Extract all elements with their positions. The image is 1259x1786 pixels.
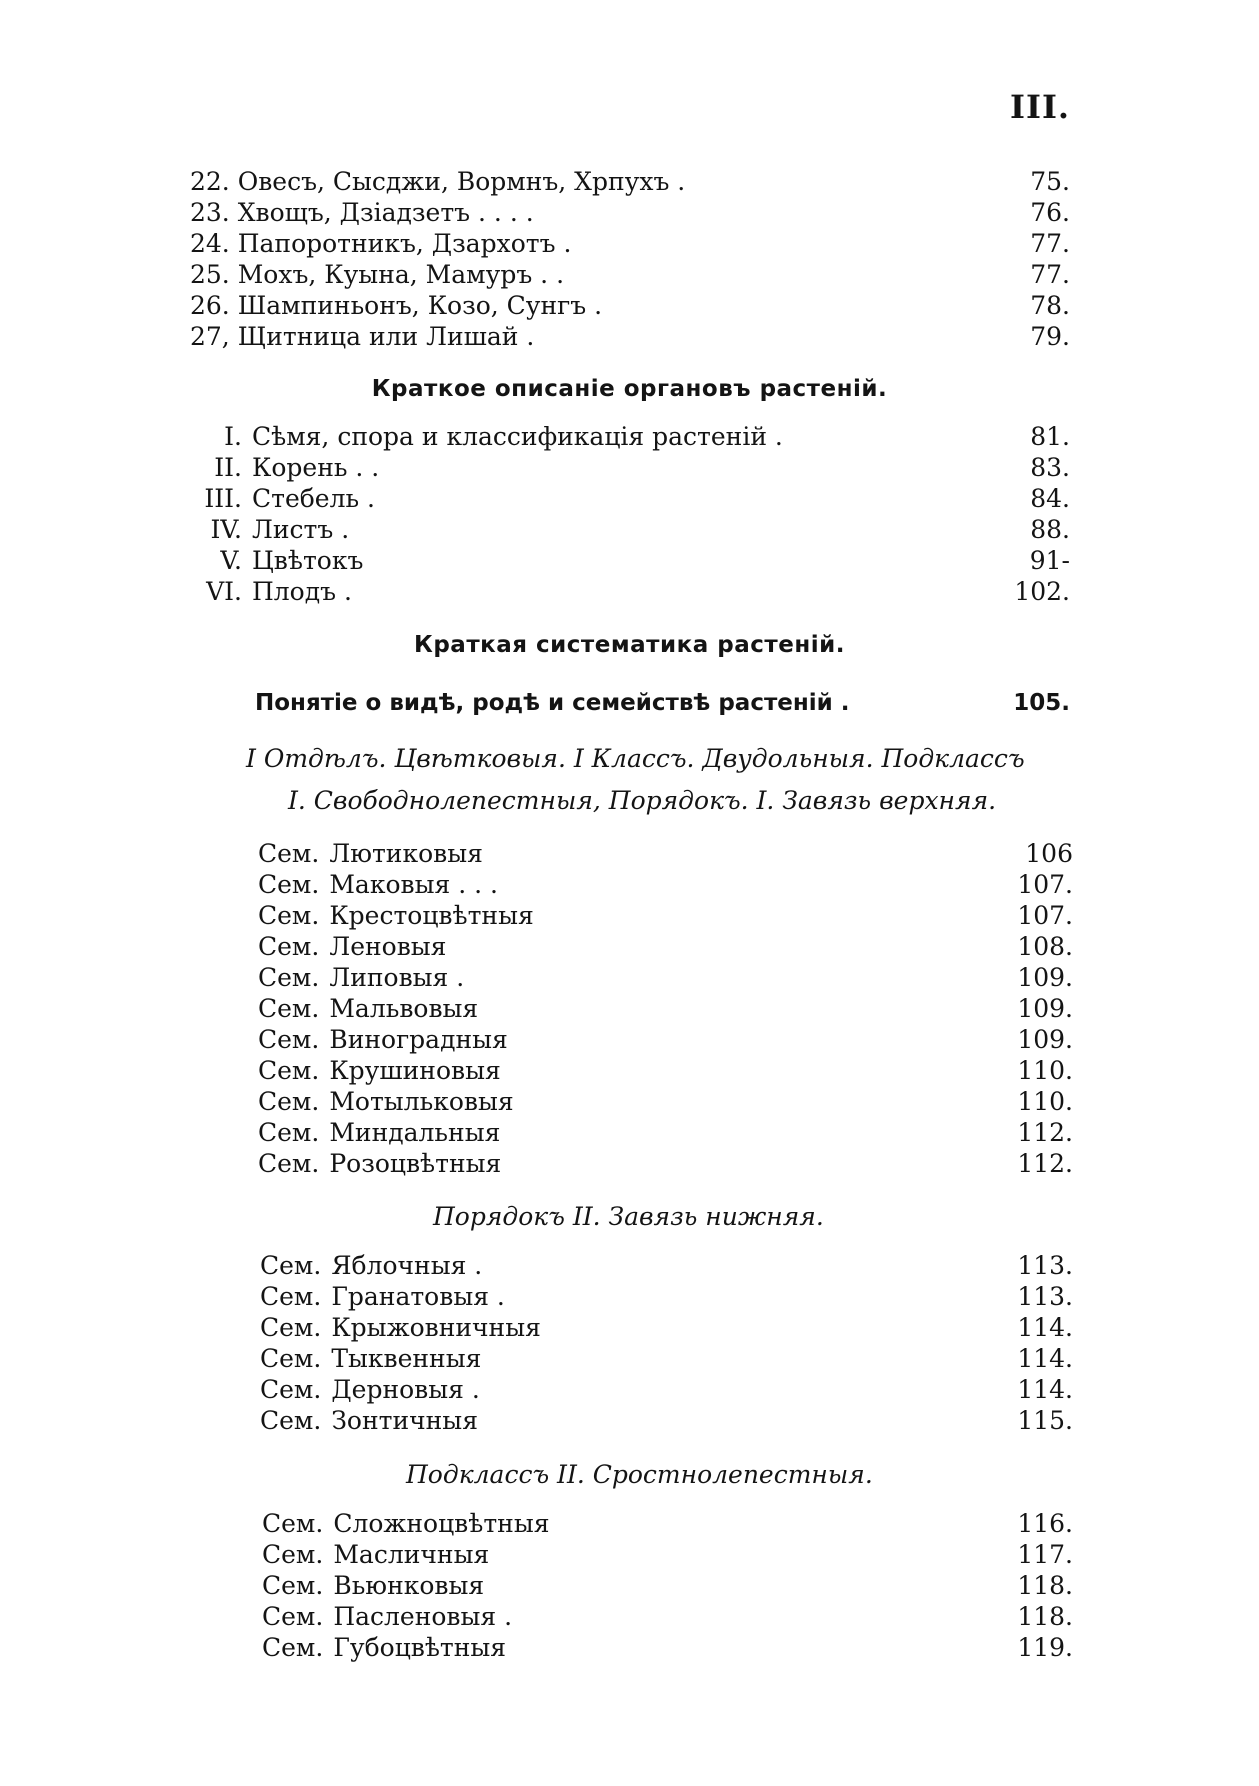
toc-entry (190, 290, 1070, 321)
toc-entry-page: 75. (1030, 167, 1070, 196)
toc-entry-label: Стебель . (252, 484, 375, 513)
family-page: 115. (1017, 1406, 1073, 1435)
toc-entry-label: 25. Мохъ, Куына, Мамуръ . . (190, 260, 565, 289)
family-page: 110. (1017, 1087, 1073, 1116)
roman-numeral: I. (224, 422, 242, 451)
family-label: Гранатовыя . (331, 1282, 505, 1311)
section-heading-systematics: Краткая систематика растеній. (414, 632, 845, 658)
family-entry (258, 931, 1073, 962)
family-label: Вьюнковыя (333, 1571, 485, 1600)
toc-entry-page: 79. (1030, 322, 1070, 351)
toc-entry (190, 166, 1070, 197)
toc-entry (190, 545, 1070, 576)
family-prefix: Сем. (260, 1344, 322, 1373)
toc-entry (190, 228, 1070, 259)
toc-entry-label: Корень . . (252, 453, 380, 482)
family-page: 114. (1017, 1375, 1073, 1404)
family-page: 107. (1017, 901, 1073, 930)
family-entry (258, 838, 1073, 869)
family-label: Мальвовыя (329, 994, 479, 1023)
family-label: Тыквенныя (331, 1344, 482, 1373)
family-prefix: Сем. (260, 1375, 322, 1404)
family-entry (258, 1024, 1073, 1055)
family-page: 113. (1017, 1282, 1073, 1311)
order2-heading: Порядокъ II. Завязь нижняя. (433, 1202, 824, 1231)
family-label: Липовыя . (329, 963, 465, 992)
division-heading-line2: I. Свободнолепестныя, Порядокъ. I. Завязь верхняя. (288, 786, 997, 815)
toc-entry-label: Плодъ . (252, 577, 352, 606)
family-label: Губоцвѣтныя (333, 1633, 507, 1662)
family-page: 107. (1017, 870, 1073, 899)
family-prefix: Сем. (262, 1509, 324, 1538)
toc-entry-page: 84. (1030, 484, 1070, 513)
toc-entry (190, 321, 1070, 352)
family-page: 118. (1017, 1602, 1073, 1631)
toc-entry-page: 78. (1030, 291, 1070, 320)
family-prefix: Сем. (258, 901, 320, 930)
concept-entry-page: 105. (1013, 690, 1070, 716)
family-entry (258, 1117, 1073, 1148)
family-label: Зонтичныя (331, 1406, 478, 1435)
toc-entry-label: Сѣмя, спора и классификація растеній . (252, 422, 783, 451)
family-entry (258, 962, 1073, 993)
family-page: 112. (1017, 1118, 1073, 1147)
roman-numeral: VI. (206, 577, 242, 606)
toc-entry-label: 27, Щитница или Лишай . (190, 322, 535, 351)
toc-entry (190, 514, 1070, 545)
family-prefix: Сем. (258, 1056, 320, 1085)
toc-entry-page: 83. (1030, 453, 1070, 482)
family-entry (258, 1055, 1073, 1086)
family-page: 109. (1017, 994, 1073, 1023)
toc-entry-label: 24. Папоротникъ, Дзархотъ . (190, 229, 572, 258)
family-prefix: Сем. (260, 1406, 322, 1435)
family-entry (258, 900, 1073, 931)
family-page: 112. (1017, 1149, 1073, 1178)
family-page: 117. (1017, 1540, 1073, 1569)
family-prefix: Сем. (258, 1118, 320, 1147)
concept-entry-label: Понятіе о видѣ, родѣ и семействѣ растеній . (255, 690, 850, 716)
family-page: 109. (1017, 1025, 1073, 1054)
family-entry (260, 1405, 1073, 1436)
family-label: Яблочныя . (331, 1251, 483, 1280)
toc-entry-page: 76. (1030, 198, 1070, 227)
toc-entry-label: 26. Шампиньонъ, Козо, Сунгъ . (190, 291, 603, 320)
toc-entry-page: 81. (1030, 422, 1070, 451)
toc-entry (190, 483, 1070, 514)
family-prefix: Сем. (258, 839, 320, 868)
family-page: 118. (1017, 1571, 1073, 1600)
family-page: 119. (1017, 1633, 1073, 1662)
family-entry (260, 1343, 1073, 1374)
family-label: Сложноцвѣтныя (333, 1509, 550, 1538)
family-entry (258, 869, 1073, 900)
division-heading-line1: I Отдѣлъ. Цвѣтковыя. I Классъ. Двудольныя. Подклассъ (246, 744, 1025, 773)
family-prefix: Сем. (260, 1282, 322, 1311)
family-label: Лютиковыя (329, 839, 483, 868)
family-prefix: Сем. (258, 1087, 320, 1116)
family-page: 108. (1017, 932, 1073, 961)
family-entry (260, 1281, 1073, 1312)
family-page: 106 (1025, 839, 1073, 868)
family-page: 116. (1017, 1509, 1073, 1538)
family-entry (258, 993, 1073, 1024)
family-label: Розоцвѣтныя (329, 1149, 502, 1178)
family-label: Виноградныя (329, 1025, 508, 1054)
family-label: Дерновыя . (331, 1375, 480, 1404)
subclass2-heading: Подклассъ II. Сростнолепестныя. (406, 1460, 873, 1489)
family-label: Пасленовыя . (333, 1602, 513, 1631)
toc-entry (190, 452, 1070, 483)
family-entry (258, 1086, 1073, 1117)
family-prefix: Сем. (260, 1313, 322, 1342)
family-entry (260, 1312, 1073, 1343)
family-label: Крестоцвѣтныя (329, 901, 534, 930)
family-prefix: Сем. (258, 963, 320, 992)
family-prefix: Сем. (258, 870, 320, 899)
roman-numeral: IV. (210, 515, 242, 544)
family-entry (262, 1570, 1073, 1601)
family-page: 110. (1017, 1056, 1073, 1085)
family-page: 114. (1017, 1344, 1073, 1373)
toc-entry (190, 421, 1070, 452)
family-prefix: Сем. (258, 994, 320, 1023)
family-entry (262, 1508, 1073, 1539)
roman-numeral: II. (214, 453, 242, 482)
family-label: Маковыя . . . (329, 870, 498, 899)
family-label: Крушиновыя (329, 1056, 501, 1085)
family-page: 113. (1017, 1251, 1073, 1280)
family-entry (260, 1250, 1073, 1281)
toc-entry (190, 197, 1070, 228)
page-number: III. (1010, 88, 1071, 126)
family-entry (260, 1374, 1073, 1405)
family-prefix: Сем. (262, 1571, 324, 1600)
toc-entry-page: 77. (1030, 229, 1070, 258)
family-prefix: Сем. (262, 1540, 324, 1569)
roman-numeral: III. (204, 484, 242, 513)
toc-entry-page: 77. (1030, 260, 1070, 289)
family-entry (262, 1539, 1073, 1570)
family-label: Масличныя (333, 1540, 490, 1569)
family-label: Крыжовничныя (331, 1313, 541, 1342)
toc-entry-page: 102. (1014, 577, 1070, 606)
family-prefix: Сем. (260, 1251, 322, 1280)
toc-entry-label: Листъ . (252, 515, 350, 544)
family-prefix: Сем. (262, 1633, 324, 1662)
family-label: Леновыя (329, 932, 447, 961)
family-page: 114. (1017, 1313, 1073, 1342)
family-page: 109. (1017, 963, 1073, 992)
family-label: Миндальныя (329, 1118, 501, 1147)
family-entry (262, 1601, 1073, 1632)
toc-entry (190, 259, 1070, 290)
toc-entry-page: 88. (1030, 515, 1070, 544)
toc-entry-label: 23. Хвощъ, Дзіадзетъ . . . . (190, 198, 534, 227)
family-prefix: Сем. (258, 932, 320, 961)
toc-entry-label: Цвѣтокъ (252, 546, 364, 575)
concept-entry (255, 690, 1070, 716)
family-entry (262, 1632, 1073, 1663)
family-label: Мотыльковыя (329, 1087, 514, 1116)
toc-entry-page: 91- (1029, 546, 1070, 575)
section-heading-organs: Краткое описаніе органовъ растеній. (371, 376, 888, 402)
toc-entry-label: 22. Овесъ, Сысджи, Вормнъ, Хрпухъ . (190, 167, 686, 196)
roman-numeral: V. (220, 546, 242, 575)
family-prefix: Сем. (258, 1149, 320, 1178)
family-prefix: Сем. (262, 1602, 324, 1631)
family-prefix: Сем. (258, 1025, 320, 1054)
family-entry (258, 1148, 1073, 1179)
toc-entry (190, 576, 1070, 607)
